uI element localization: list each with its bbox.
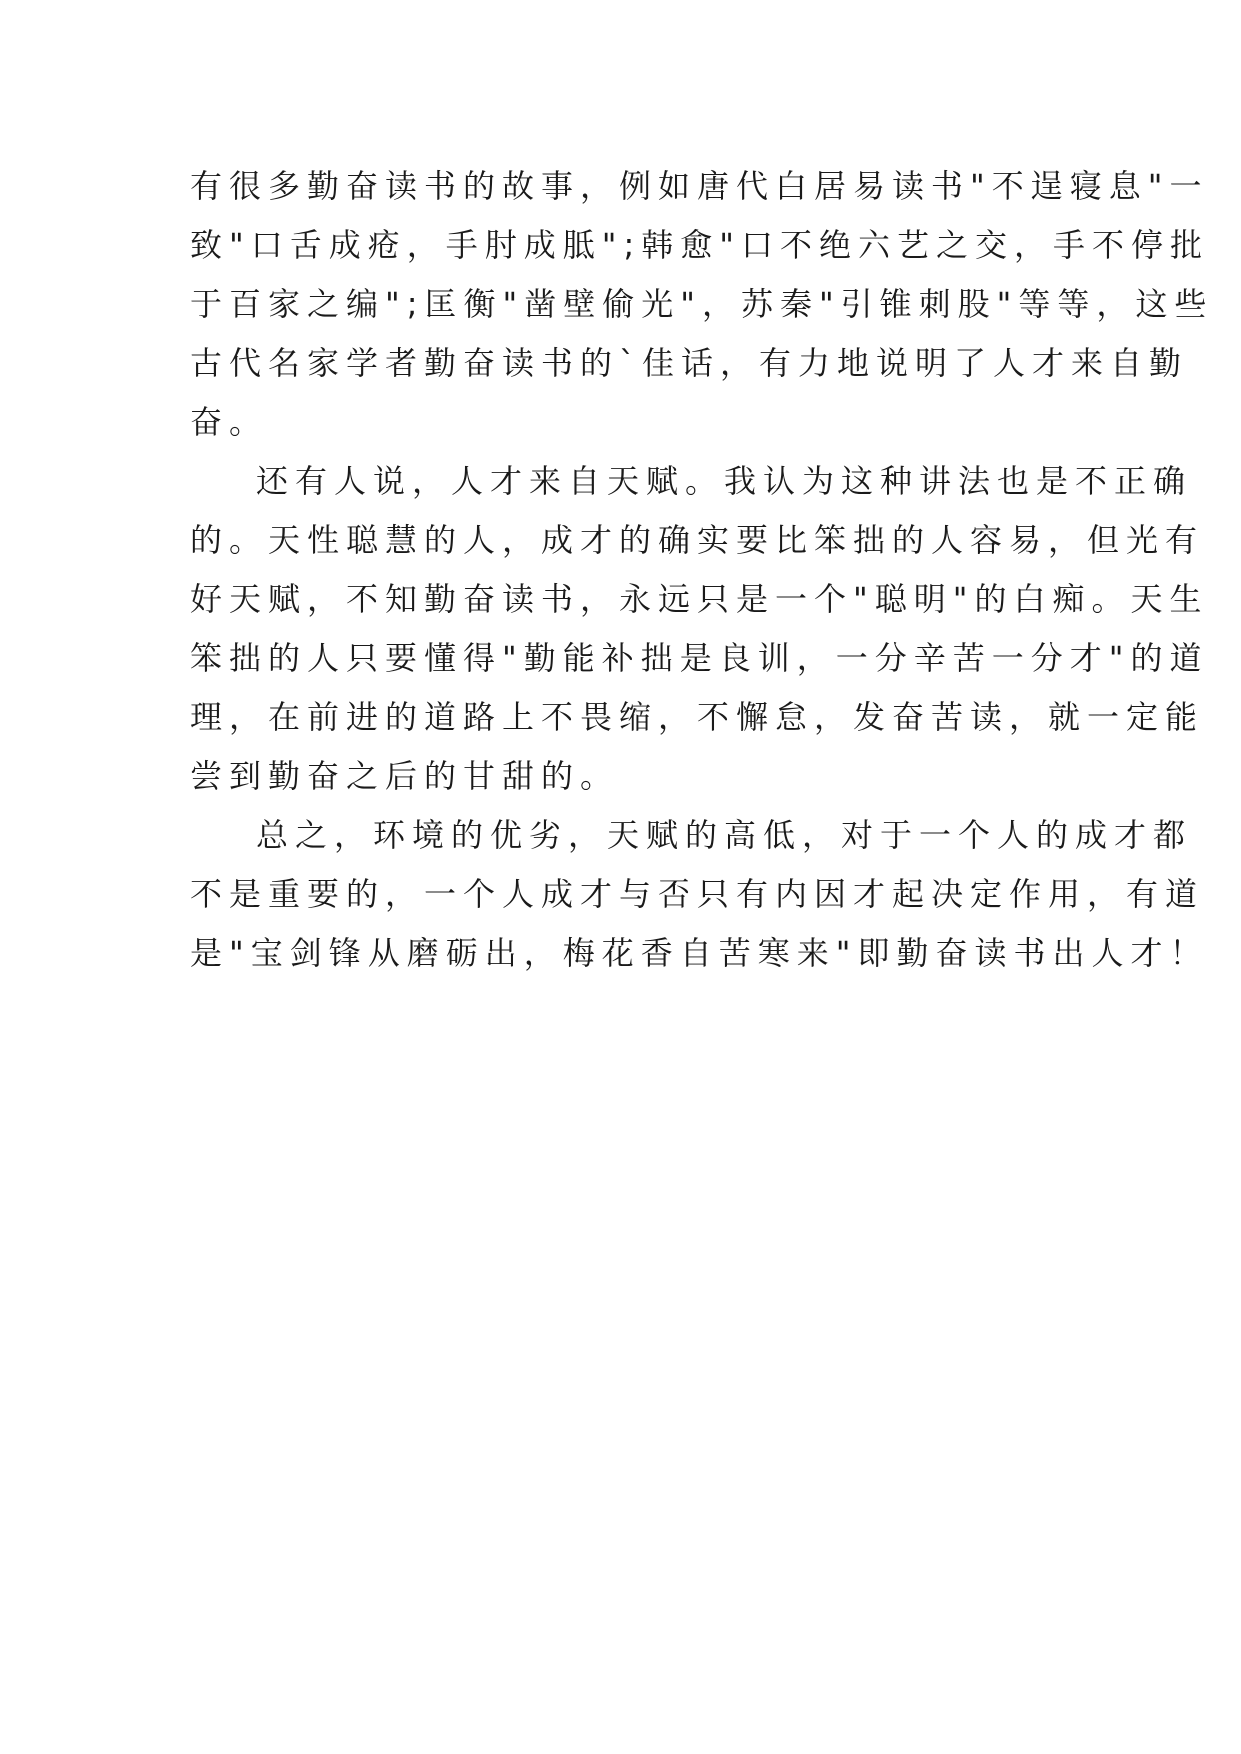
text-line: 的。天性聪慧的人，成才的确实要比笨拙的人容易，但光有 xyxy=(190,521,1205,559)
text-line: 笨拙的人只要懂得"勤能补拙是良训，一分辛苦一分才"的道 xyxy=(190,639,1209,677)
text-line: 奋。 xyxy=(190,403,269,441)
paragraph-start-line: 还有人说，人才来自天赋。我认为这种讲法也是不正确 xyxy=(256,462,1193,500)
text-line: 致"口舌成疮，手肘成胝";韩愈"口不绝六艺之交，手不停批 xyxy=(190,226,1209,264)
document-body xyxy=(190,157,1214,983)
text-line: 不是重要的，一个人成才与否只有内因才起决定作用，有道 xyxy=(190,875,1205,913)
text-line: 好天赋，不知勤奋读书，永远只是一个"聪明"的白痴。天生 xyxy=(190,580,1209,618)
text-line: 有很多勤奋读书的故事，例如唐代白居易读书"不逞寝息"一 xyxy=(190,167,1209,205)
text-line: 理，在前进的道路上不畏缩，不懈怠，发奋苦读，就一定能 xyxy=(190,698,1205,736)
text-line: 尝到勤奋之后的甘甜的。 xyxy=(190,757,620,795)
text-line: 古代名家学者勤奋读书的`佳话，有力地说明了人才来自勤 xyxy=(190,344,1189,382)
text-line: 于百家之编";匡衡"凿壁偷光"，苏秦"引锥刺股"等等，这些 xyxy=(190,285,1214,323)
text-line: 是"宝剑锋从磨砺出，梅花香自苦寒来"即勤奋读书出人才！ xyxy=(190,934,1209,972)
paragraph-start-line: 总之，环境的优劣，天赋的高低，对于一个人的成才都 xyxy=(256,816,1193,854)
